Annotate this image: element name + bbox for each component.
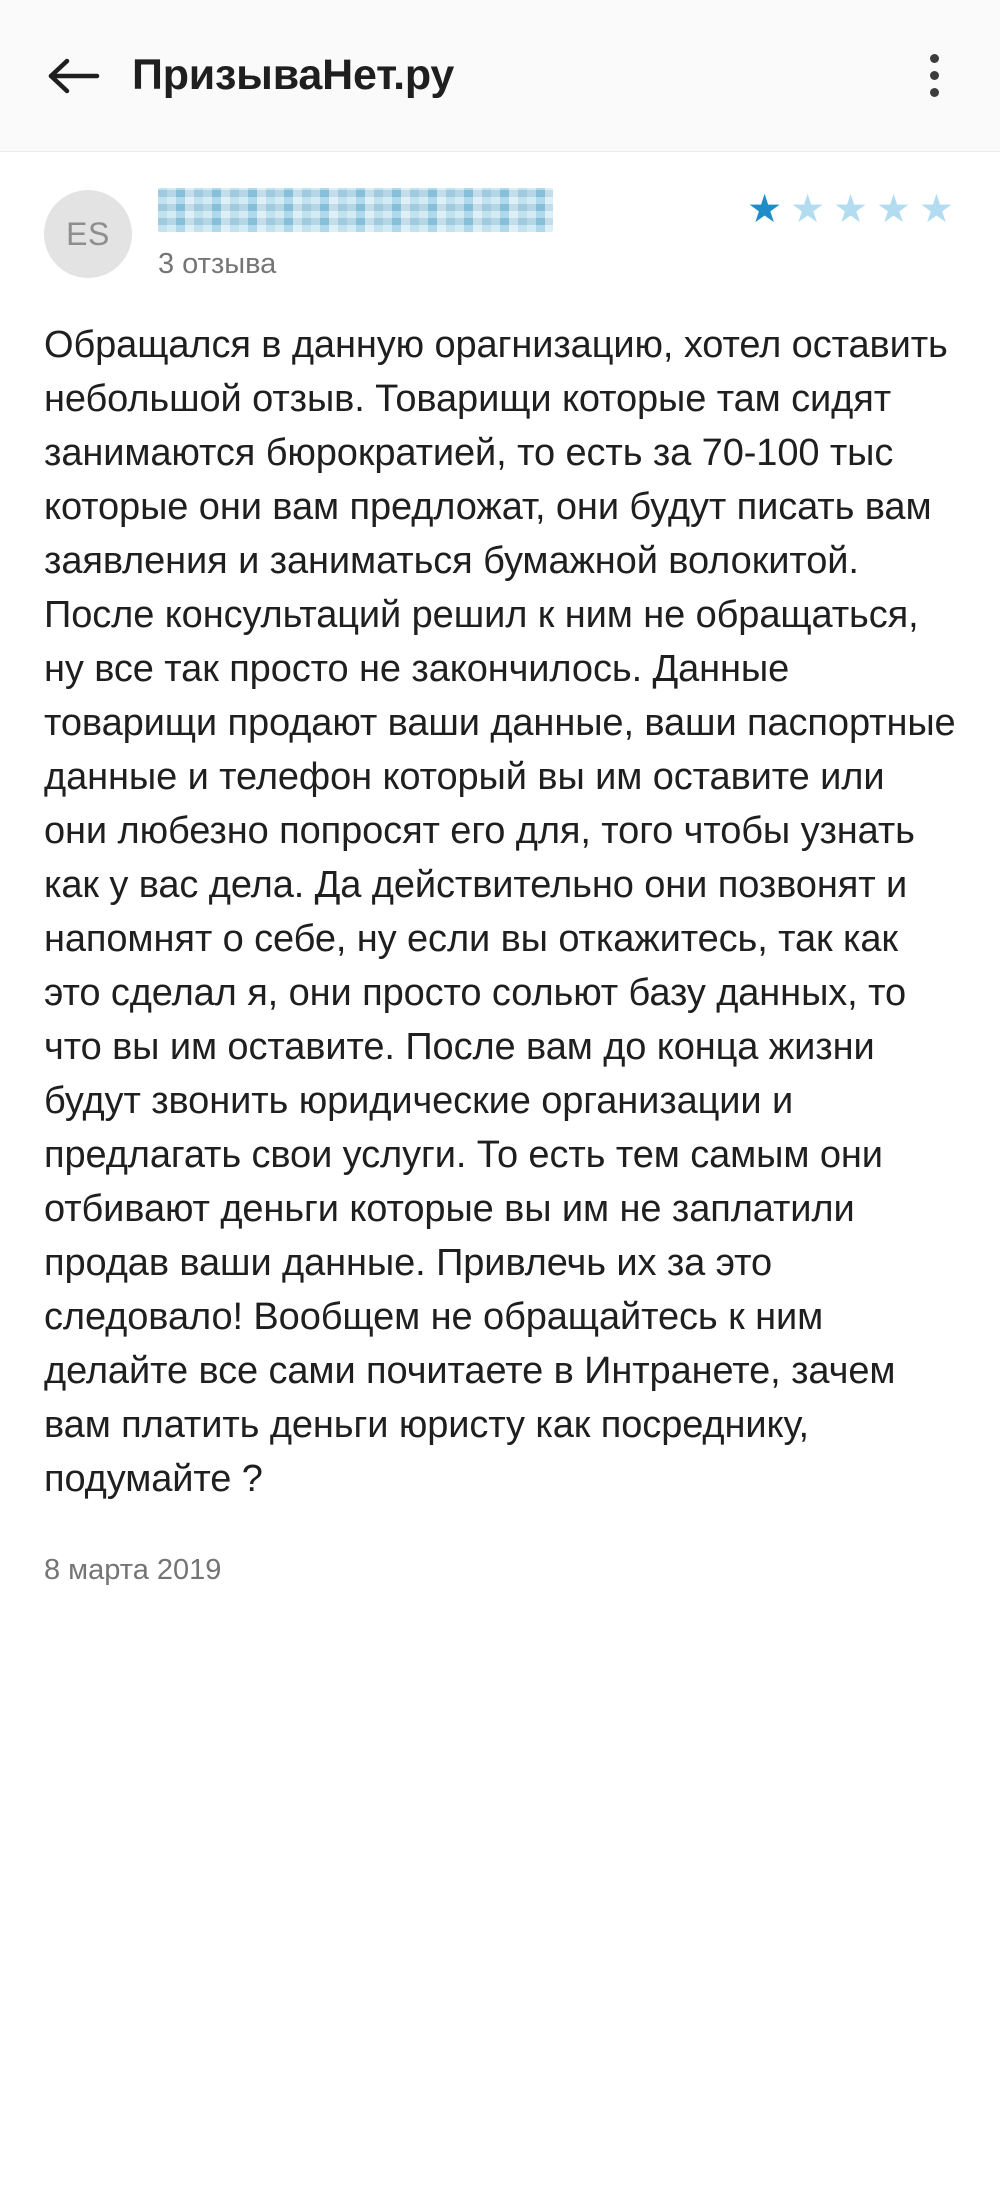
author-name[interactable] (158, 188, 553, 232)
review-meta (158, 186, 956, 284)
star-icon-4: ★ (876, 188, 912, 231)
review-card (0, 152, 1000, 1630)
author-row (158, 188, 956, 232)
avatar: ES (44, 190, 132, 278)
page-title: ПризываНет.ру (132, 51, 455, 99)
star-icon-2: ★ (790, 188, 826, 231)
review-header (44, 186, 956, 284)
star-icon-3: ★ (833, 188, 869, 231)
back-arrow-icon[interactable] (42, 44, 106, 108)
star-icon-5: ★ (919, 188, 954, 231)
more-vertical-icon[interactable] (902, 40, 966, 112)
star-rating (747, 188, 956, 232)
author-name-redacted (158, 188, 553, 232)
app-bar (0, 0, 1000, 152)
star-icon-1: ★ (747, 188, 783, 231)
review-date: 8 марта 2019 (44, 1554, 222, 1586)
review-count-label: 3 отзыва (158, 248, 277, 280)
review-body-text: Обращался в данную орагнизацию, хотел оставить небольшой отзыв. Товарищи которые там сидят занимаются бюрократией, то есть за 70-100 тыс которые они вам предложат, они будут писать вам заявления и заниматься бумажной волокитой. После консультаций решил к ним не обращаться, ну все так просто не закончилось. Данные товарищи продают ваши данные, ваши паспортные данные и телефон который вы им оставите или они любезно попросят его для, того чтобы узнать как у вас дела. Да действительно они позвонят и напомнят о себе, ну если вы откажитесь, так как это сделал я, они просто сольют базу данных, то что вы им оставите. После вам до конца жизни будут звонить юридические организации и предлагать свои услуги. То есть тем самым они отбивают деньги которые вы им не заплатили продав ваши данные. Привлечь их за это следовало! Вообщем не обращайтесь к ним делайте все сами почитаете в Интранете, зачем вам платить деньги юристу как посреднику, подумайте ? (44, 324, 956, 1500)
